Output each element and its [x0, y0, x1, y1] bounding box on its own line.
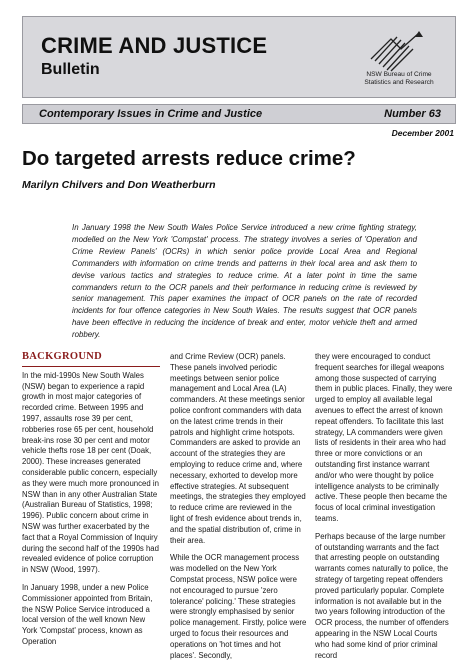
body-paragraph: Perhaps because of the large number of outstanding warrants and the fact that arresting people on outstanding warrants comes naturally to police, the strategy of targeting repeat offenders proved particularly popular. Complete information is not available but in the two years following introduction of the OCR process, the number of offenders appearing in the NSW Local Courts who had some kind of prior criminal record: [315, 531, 449, 660]
body-paragraph: and Crime Review (OCR) panels. These panels involved periodic meetings between senior police management and Local Area (LA) commanders. At these meetings senior police confront commanders with data on the latest crime trends in their patrols and highlight crime hotspots. Commanders are asked to provide an account of the strategies they are employing to reduce crime and, where necessary, exhorted to develop more effective strategies. At subsequent meetings, the strategies they employed to reduce crime are reviewed in the light of fresh evidence about trends in, and the spatial distribution of, crime in their area.: [170, 352, 306, 545]
abstract: In January 1998 the New South Wales Police Service introduced a new crime fighting strategy, modelled on the New York 'Compstat' process. The strategy involves a series of 'Operation and Crime Review Panels' (OCRs) in which senior police provide Local Area and Regional Commanders with information on crime trends and patterns in their local area and ask them to devise various tactics and strategies to reduce crime. At a later point in time the same commanders return to the OCR panels and their performance in reducing crime is reviewed by senior management. This paper examines the impact of OCR panels on the rate of recorded incidents for four offence categories in New South Wales. The results suggest that OCR panels have been effective in reducing the incidence of break and enter, motor vehicle theft and armed robbery.: [72, 223, 417, 340]
series-name: Contemporary Issues in Crime and Justice: [39, 108, 263, 120]
body-column-2: [170, 352, 308, 668]
section-heading-background: BACKGROUND: [22, 352, 160, 367]
body-paragraph: In the mid-1990s New South Wales (NSW) began to experience a rapid growth in most major categories of recorded crime. Between 1995 and 1997, assaults rose 39 per cent, robberies rose 65 per cent, household break-ins rose 30 per cent and motor vehicle thefts rose 18 per cent (Doak, 2000). These increases generated considerable public concern, especially as they were much more pronounced in NSW than in any other Australian State (Australian Bureau of Statistics, 1998; 1996). Public concern about crime in NSW was further exacerbated by the fact that a Royal Commission of Inquiry during the second half of the 1990s had revealed evidence of police corruption in NSW (Wood, 1997).: [22, 370, 159, 575]
body-paragraph: While the OCR management process was modelled on the New York Compstat process, NSW police were not encouraged to pursue 'zero tolerance' policing.' These strategies were strongly emphasised by senior police management. Firstly, police were urged to focus their resources and operations on 'hot times and hot places'. Secondly,: [170, 553, 307, 660]
series-strip: [22, 104, 456, 124]
organization-name: [345, 71, 453, 87]
article-authors: Marilyn Chilvers and Don Weatherburn: [22, 179, 216, 191]
body-paragraph: In January 1998, under a new Police Commissioner appointed from Britain, the NSW Police Service introduced a local version of the well known New York 'Compstat' process, known as Operation: [22, 582, 153, 646]
issue-number: Number 63: [384, 108, 441, 120]
masthead-subtitle: Bulletin: [41, 61, 100, 78]
masthead: [22, 16, 456, 98]
body-paragraph: they were encouraged to conduct frequent searches for illegal weapons among those suspected of carrying them in public places. Finally, they were urged to employ all available legal avenues to effect the arrest of known repeat offenders. To facilitate this last strategy, LA commanders were given lists of residents in their area who had three or more convictions or an outstanding first instance warrant and/or who were thought by police intelligence analysts to be criminally active. These people then became the focus of local criminal investigation teams.: [315, 352, 453, 523]
issue-date: December 2001: [391, 128, 454, 138]
masthead-title: CRIME AND JUSTICE: [41, 33, 268, 58]
bocsar-logo-icon: [367, 29, 425, 73]
organization-line-1: NSW Bureau of Crime: [366, 71, 432, 78]
body-column-1: [22, 352, 160, 655]
organization-line-2: Statistics and Research: [364, 79, 434, 86]
article-title: Do targeted arrests reduce crime?: [22, 147, 356, 170]
body-column-3: [315, 352, 453, 668]
